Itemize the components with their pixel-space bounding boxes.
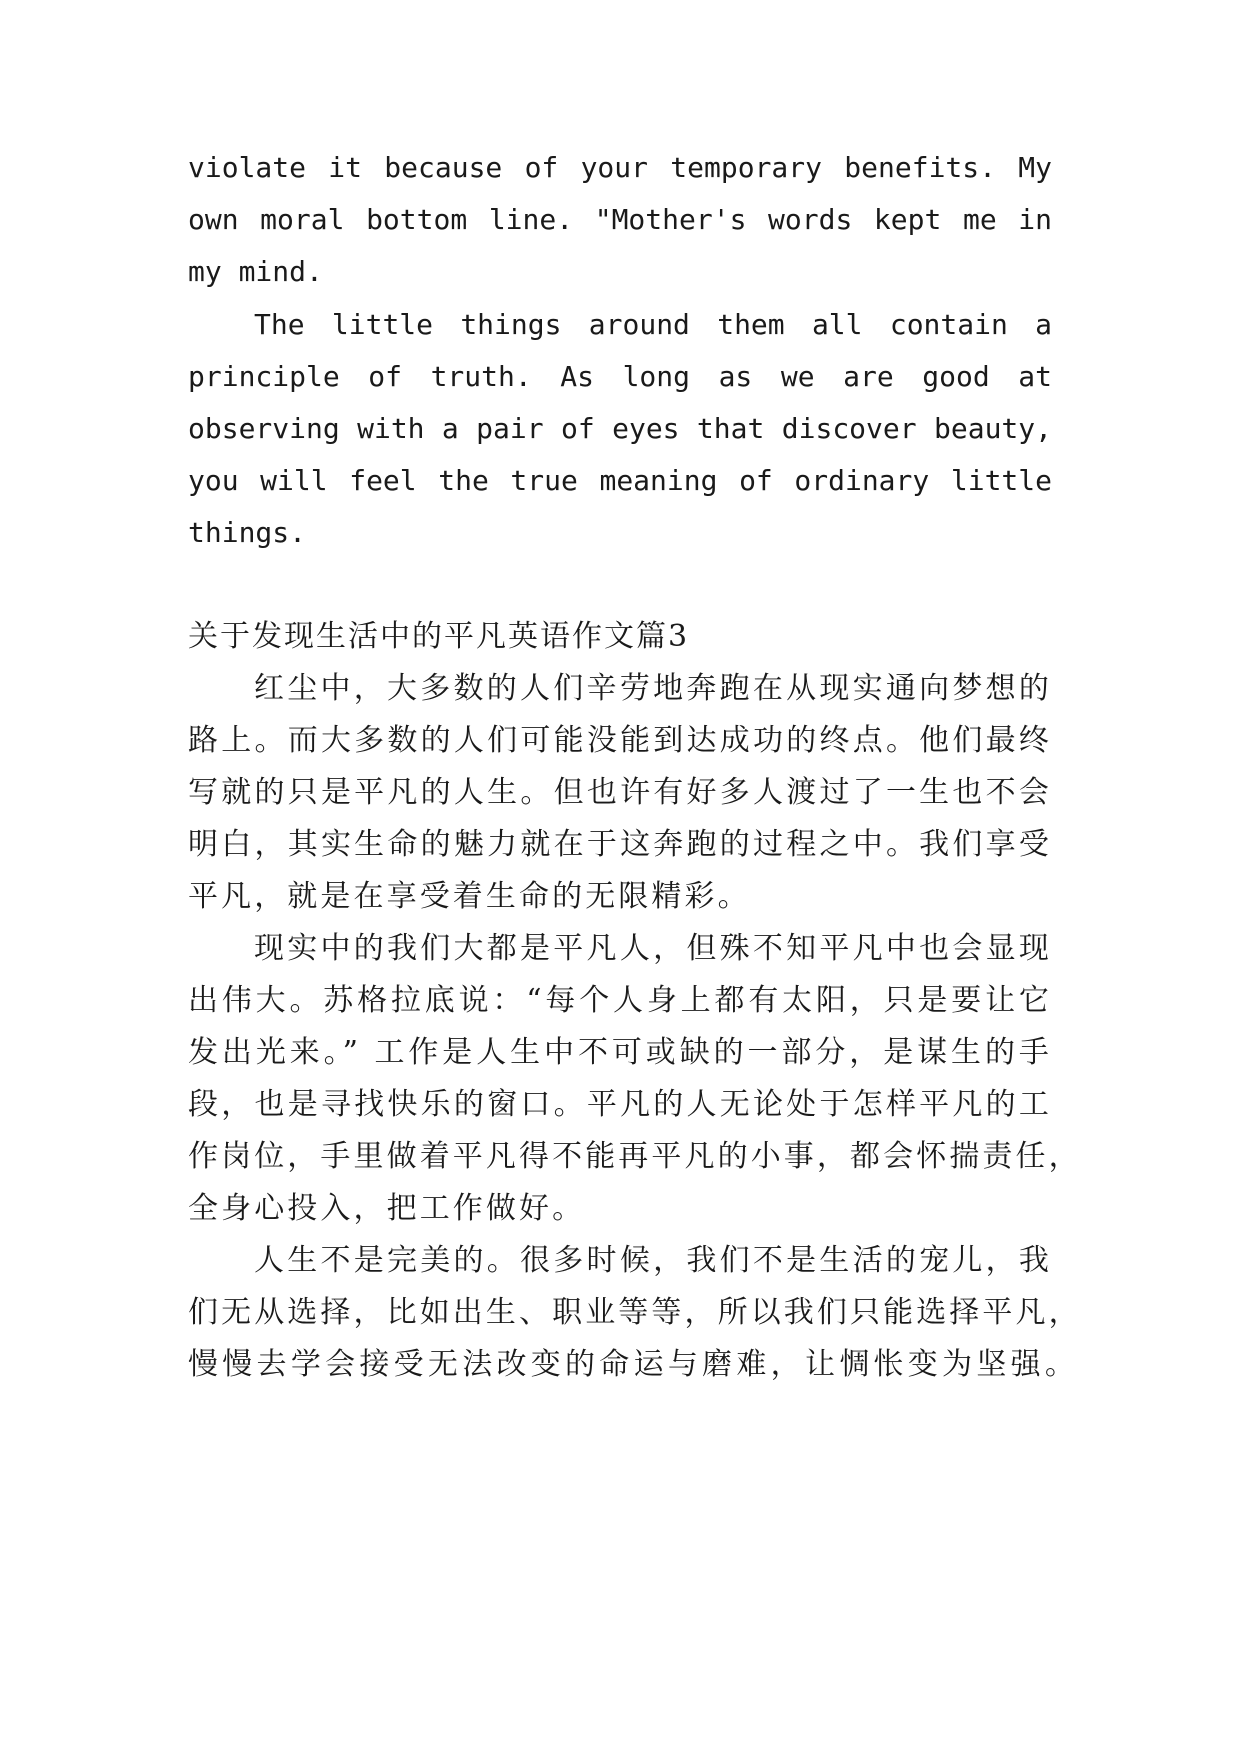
paragraph-line: 明白，其实生命的魅力就在于这奔跑的过程之中。我们享受 [188,827,1052,862]
paragraph-line: The little things around them all contain a [254,308,1052,341]
paragraph-line: 慢慢去学会接受无法改变的命运与磨难，让惆怅变为坚强。 [188,1347,1078,1382]
paragraph-line: 发出光来。” 工作是人生中不可或缺的一部分，是谋生的手 [188,1035,1052,1070]
paragraph-line: observing with a pair of eyes that discover beauty, [188,412,1052,445]
paragraph-line: 们无从选择，比如出生、职业等等，所以我们只能选择平凡， [188,1295,1082,1330]
paragraph-line: violate it because of your temporary benefits. My [188,151,1052,184]
paragraph-line: own moral bottom line. "Mother's words kept me in [188,203,1052,236]
paragraph-line: 平凡，就是在享受着生命的无限精彩。 [188,879,751,914]
paragraph-line: 现实中的我们大都是平凡人，但殊不知平凡中也会显现 [254,931,1052,966]
paragraph-line: my mind. [188,255,323,288]
paragraph-line: 路上。而大多数的人们可能没能到达成功的终点。他们最终 [188,723,1052,758]
paragraph-line: 写就的只是平凡的人生。但也许有好多人渡过了一生也不会 [188,775,1052,810]
paragraph-line: 红尘中，大多数的人们辛劳地奔跑在从现实通向梦想的 [254,671,1052,706]
paragraph-line: things. [188,516,307,549]
paragraph-line: principle of truth. As long as we are good at [188,360,1052,393]
paragraph-line: 段，也是寻找快乐的窗口。平凡的人无论处于怎样平凡的工 [188,1087,1052,1122]
paragraph-line: 出伟大。苏格拉底说：“每个人身上都有太阳，只是要让它 [188,983,1052,1018]
paragraph-line: 全身心投入，把工作做好。 [188,1191,586,1226]
paragraph-line: 作岗位，手里做着平凡得不能再平凡的小事，都会怀揣责任， [188,1139,1082,1174]
paragraph-line: 人生不是完美的。很多时候，我们不是生活的宠儿，我 [254,1243,1052,1278]
paragraph-line: you will feel the true meaning of ordinary little [188,464,1052,497]
section-heading: 关于发现生活中的平凡英语作文篇3 [188,619,690,654]
